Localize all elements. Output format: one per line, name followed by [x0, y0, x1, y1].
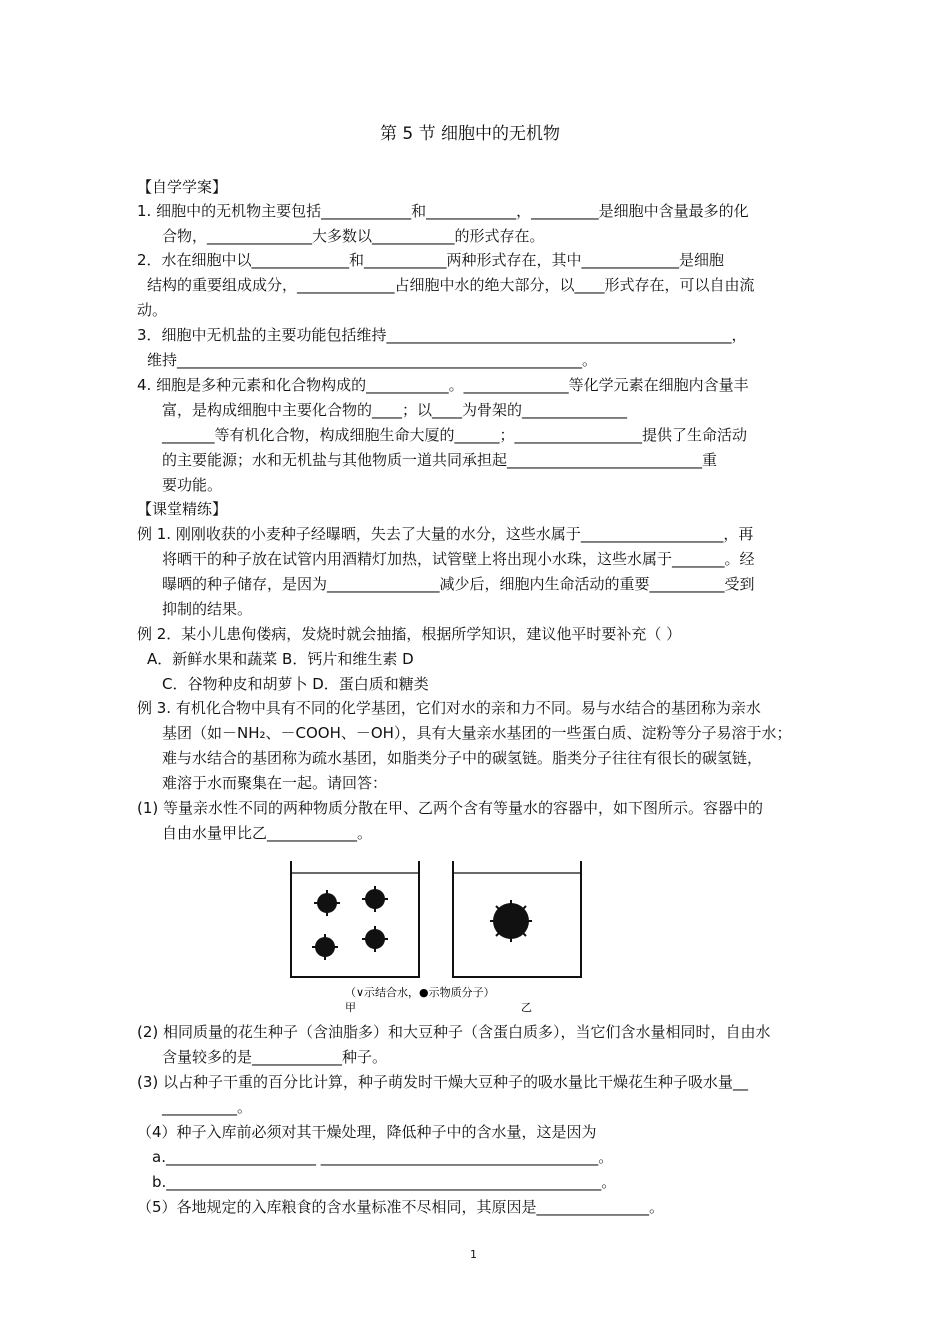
- text-line: 例 2．某小儿患佝偻病，发烧时就会抽搐，根据所学知识，建议他平时要补充（ ）: [137, 625, 682, 643]
- text-line: A．新鲜水果和蔬菜 B．钙片和维生素 D: [147, 650, 414, 668]
- page-number: 1: [470, 1248, 477, 1261]
- text-line: （4）种子入库前必须对其干燥处理，降低种子中的含水量，这是因为: [137, 1123, 597, 1141]
- text-line: a.____________________ _____________________________________。: [152, 1148, 614, 1166]
- molecule-dots: [315, 889, 529, 957]
- text-line: 的主要能源；水和无机盐与其他物质一道共同承担起__________________________重: [162, 451, 718, 469]
- text-line: 例 3. 有机化合物中具有不同的化学基团，它们对水的亲和力不同。易与水结合的基团称为亲水: [137, 699, 761, 717]
- text-line: 含量较多的是____________种子。: [162, 1048, 388, 1066]
- text-line: （5）各地规定的入库粮食的含水量标准不尽相同，其原因是_______________。: [137, 1198, 665, 1216]
- text-line: 3．细胞中无机盐的主要功能包括维持______________________________________________，: [137, 326, 747, 344]
- text-line: 例 1. 刚刚收获的小麦种子经曝晒，失去了大量的水分，这些水属于___________________，再: [137, 525, 754, 543]
- text-line: (1) 等量亲水性不同的两种物质分散在甲、乙两个含有等量水的容器中，如下图所示。容器中的: [137, 799, 764, 817]
- text-line: 2．水在细胞中以_____________和___________两种形式存在，其中_____________是细胞: [137, 251, 725, 269]
- text-line: 富，是构成细胞中主要化合物的____；以____为骨架的______________: [162, 401, 628, 419]
- text-line: C．谷物种皮和胡萝卜 D．蛋白质和糖类: [162, 675, 429, 693]
- section-heading-practice: 【课堂精练】: [137, 500, 228, 518]
- text-line: 4. 细胞是多种元素和化合物构成的___________。______________等化学元素在细胞内含量丰: [137, 376, 749, 394]
- text-line: 动。: [137, 301, 168, 319]
- text-line: 1. 细胞中的无机物主要包括____________和____________，_________是细胞中含量最多的化: [137, 202, 749, 220]
- text-line: 要功能。: [162, 476, 223, 494]
- figure-label-yi: 乙: [521, 1001, 532, 1014]
- text-line: 难溶于水而聚集在一起。请回答：: [162, 774, 388, 792]
- text-line: 维持______________________________________________________。: [147, 351, 598, 369]
- text-line: __________。: [162, 1098, 253, 1116]
- page-title: 第 5 节 细胞中的无机物: [380, 124, 561, 144]
- text-line: _______等有机化合物，构成细胞生命大厦的______；_________________提供了生命活动: [162, 426, 748, 444]
- text-line: 曝晒的种子储存，是因为_______________减少后，细胞内生命活动的重要__________受到: [162, 575, 755, 593]
- text-line: 基团（如－NH₂、－COOH、－OH），具有大量亲水基团的一些蛋白质、淀粉等分子易溶于水；: [162, 724, 792, 742]
- text-line: 自由水量甲比乙____________。: [162, 824, 373, 842]
- text-line: 难与水结合的基团称为疏水基团，如脂类分子中的碳氢链。脂类分子往往有很长的碳氢链，: [162, 749, 763, 767]
- container-jia: [291, 861, 419, 977]
- text-line: 将晒干的种子放在试管内用酒精灯加热，试管壁上将出现小水珠，这些水属于_______。经: [162, 550, 755, 568]
- section-heading-self-study: 【自学学案】: [137, 178, 228, 196]
- text-line: 结构的重要组成成分，_____________占细胞中水的绝大部分，以____形式存在，可以自由流: [147, 276, 755, 294]
- figure-label-jia: 甲: [345, 1001, 356, 1014]
- container-figure: [285, 855, 595, 1015]
- text-line: 抑制的结果。: [162, 600, 253, 618]
- text-line: 合物，______________大多数以___________的形式存在。: [162, 227, 545, 245]
- figure-caption: （∨示结合水，●示物质分子）: [345, 986, 495, 999]
- text-line: (3) 以占种子干重的百分比计算，种子萌发时干燥大豆种子的吸水量比干燥花生种子吸水量__: [137, 1073, 749, 1091]
- text-line: (2) 相同质量的花生种子（含油脂多）和大豆种子（含蛋白质多），当它们含水量相同时，自由水: [137, 1023, 771, 1041]
- text-line: b.__________________________________________________________。: [152, 1173, 617, 1191]
